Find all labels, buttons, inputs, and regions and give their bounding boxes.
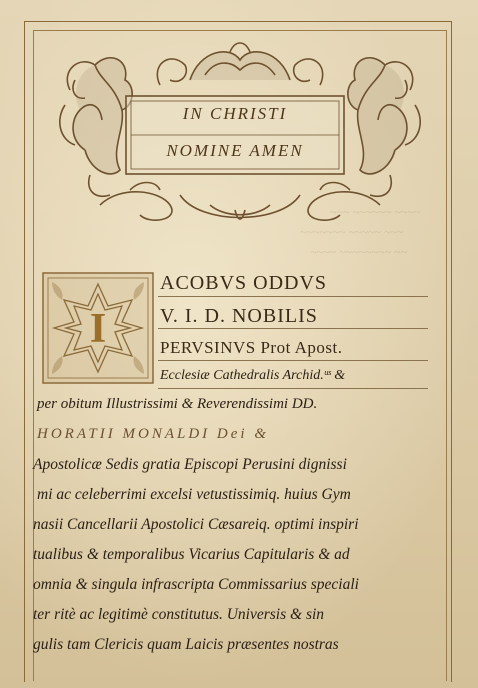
text-line-6: HORATII MONALDI Dei &: [37, 426, 270, 442]
header-line-1: IN CHRISTI: [182, 104, 288, 123]
text-line-4: Ecclesiæ Cathedralis Archid.ᵘˢ &: [160, 368, 346, 383]
text-line-12: ter ritè ac legitimè constitutus. Universis & sin: [33, 606, 325, 623]
text-line-2: V. I. D. NOBILIS: [160, 305, 318, 327]
ruling: [158, 296, 428, 297]
text-line-9: nasii Cancellarii Apostolici Cæsareiq. optimi inspiri: [33, 516, 359, 533]
bleed-through: ~~~ ~~~~~~ ~~~~: [330, 205, 421, 219]
ruling: [158, 388, 428, 389]
bleed-through: ~~~~~~~ ~~~~~ ~~~: [300, 225, 404, 239]
ruling: [158, 360, 428, 361]
text-line-13: gulis tam Clericis quam Laicis præsentes nostras: [33, 636, 339, 653]
text-line-8: mi ac celeberrimi excelsi vetustissimiq. huius Gym: [37, 486, 351, 503]
text-line-5: per obitum Illustrissimi & Reverendissimi DD.: [37, 396, 318, 412]
initial-letter: I: [89, 306, 107, 352]
text-line-1: ACOBVS ODDVS: [160, 272, 328, 294]
text-line-3: [160, 338, 342, 358]
text-line-3-text: PERVSINVS Prot Apost.: [160, 338, 343, 357]
text-line-11: omnia & singula infrascripta Commissarius speciali: [33, 576, 359, 593]
bleed-through: ~~~~ ~~~~~~~~ ~~: [310, 245, 407, 259]
text-line-10: tualibus & temporalibus Vicarius Capitularis & ad: [33, 546, 350, 563]
title-cartouche: [126, 96, 344, 174]
initial-box: [42, 272, 154, 384]
text-line-7: Apostolicæ Sedis gratia Episcopi Perusini dignissi: [33, 456, 347, 473]
header-line-2: NOMINE AMEN: [166, 141, 304, 160]
ruling: [158, 328, 428, 329]
